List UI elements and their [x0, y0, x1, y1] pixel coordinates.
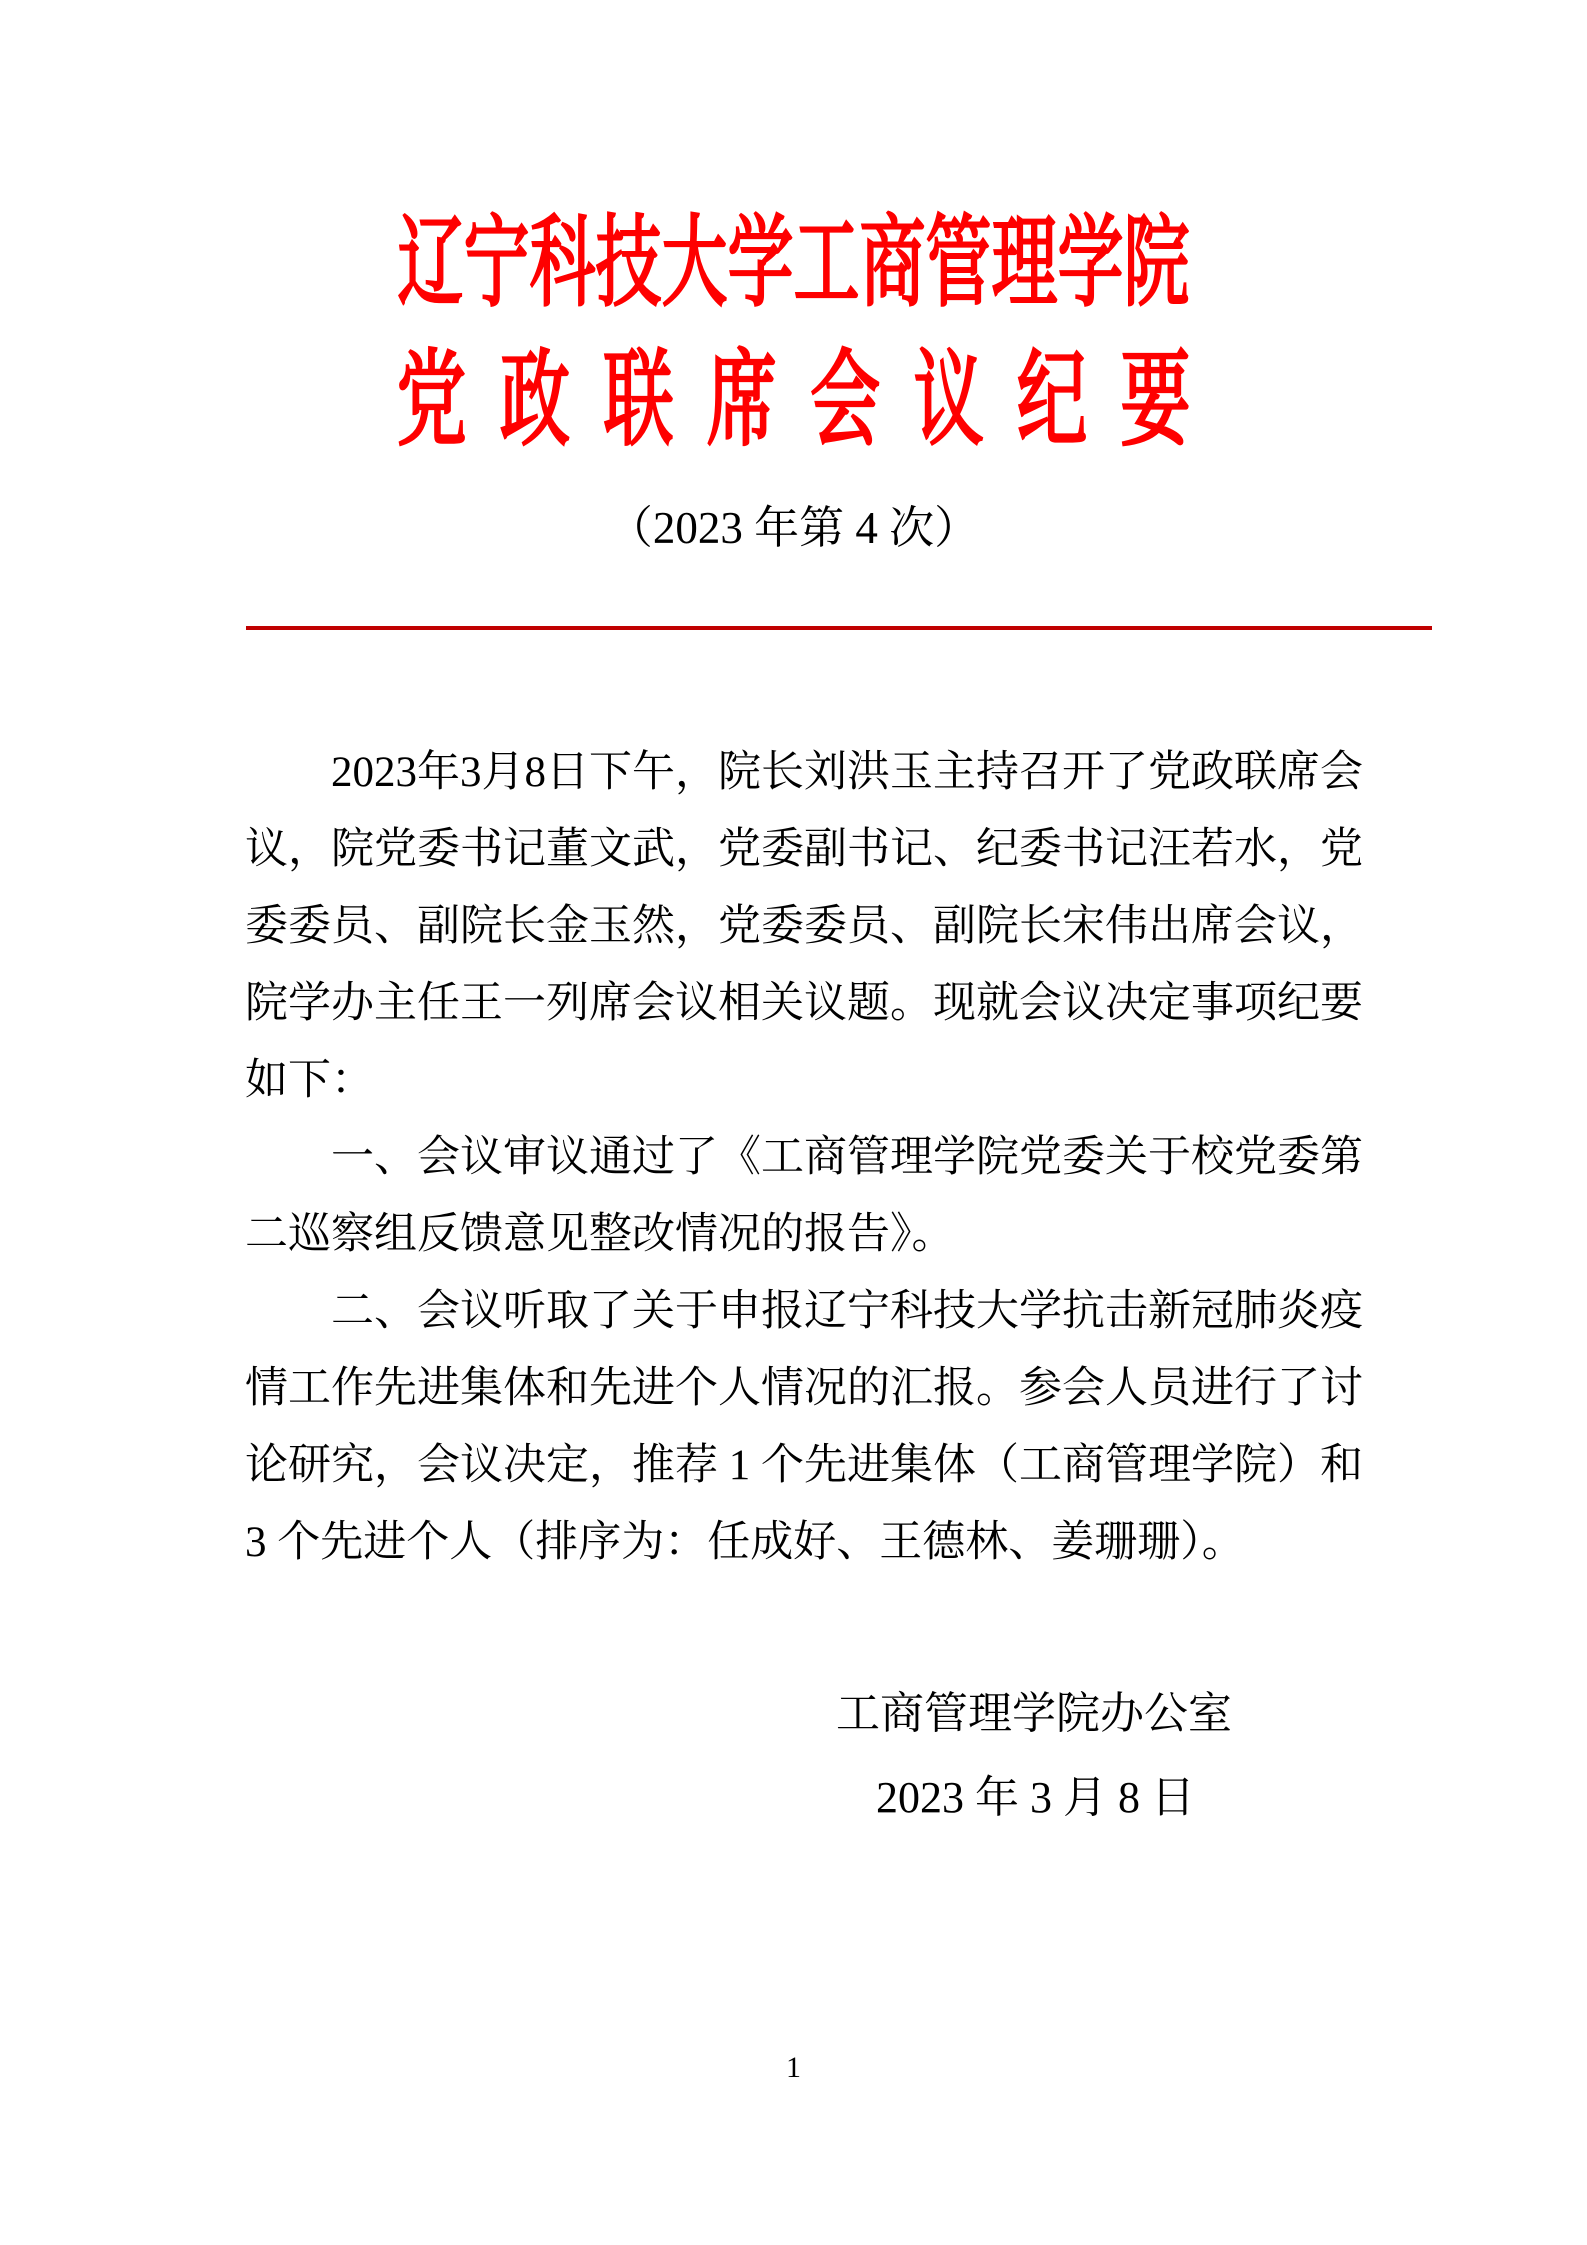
- body-line: 3 个先进个人（排序为：任成好、王德林、姜珊珊）。: [245, 1519, 1245, 1566]
- doc-title: 党政联席会议纪要: [396, 342, 1224, 459]
- document-header: [0, 208, 1587, 630]
- body-line: 院学办主任王一列席会议相关议题。现就会议决定事项纪要: [245, 980, 1363, 1027]
- body-line: 如下：: [245, 1057, 374, 1104]
- page-number: 1: [786, 2051, 801, 2084]
- body-line: 议，院党委书记董文武，党委副书记、纪委书记汪若水，党: [245, 826, 1363, 873]
- body-line: 委委员、副院长金玉然，党委委员、副院长宋伟出席会议，: [245, 903, 1363, 950]
- document-body: [0, 734, 1587, 1581]
- body-line: 二、会议听取了关于申报辽宁科技大学抗击新冠肺炎疫: [331, 1288, 1363, 1335]
- signature-date: 2023 年 3 月 8 日: [876, 1773, 1195, 1822]
- session-number: （2023 年第 4 次）: [607, 503, 980, 553]
- body-line: 情工作先进集体和先进个人情况的汇报。参会人员进行了讨: [245, 1365, 1363, 1412]
- signature-block: [0, 1675, 1587, 1836]
- body-line: 一、会议审议通过了《工商管理学院党委关于校党委第: [331, 1134, 1363, 1181]
- org-title: 辽宁科技大学工商管理学院: [397, 207, 1190, 319]
- signature-office: 工商管理学院办公室: [836, 1689, 1232, 1738]
- red-divider-rule: [246, 626, 1432, 630]
- body-line: 论研究，会议决定，推荐 1 个先进集体（工商管理学院）和: [245, 1442, 1363, 1489]
- body-line: 2023年3月8日下午，院长刘洪玉主持召开了党政联席会: [331, 749, 1363, 796]
- body-line: 二巡察组反馈意见整改情况的报告》。: [245, 1211, 955, 1258]
